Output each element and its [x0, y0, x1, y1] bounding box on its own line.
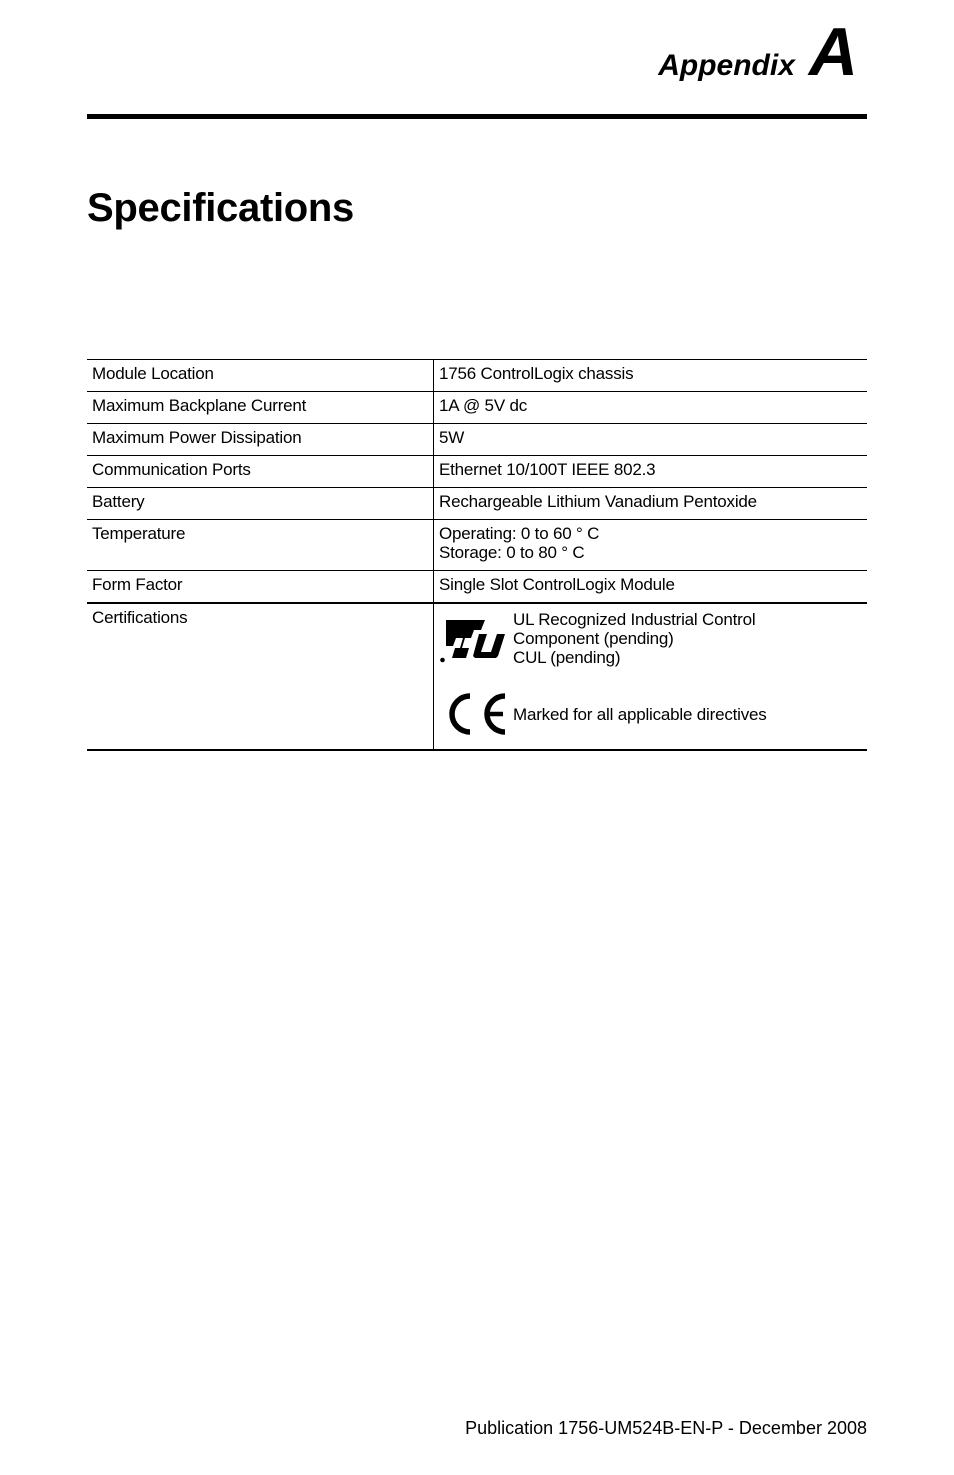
page-title: Specifications	[87, 186, 354, 230]
ul-certification	[439, 610, 862, 667]
spec-value-line: Rechargeable Lithium Vanadium Pentoxide	[439, 492, 757, 511]
header-rule	[87, 114, 867, 119]
spec-value-line: Operating: 0 to 60 ° C	[439, 524, 600, 543]
spec-value-line: 1756 ControlLogix chassis	[439, 364, 634, 383]
spec-value-line: Ethernet 10/100T IEEE 802.3	[439, 460, 656, 479]
table-row	[87, 456, 867, 488]
ce-certification	[439, 689, 862, 739]
spec-value	[434, 520, 868, 571]
spec-value	[434, 456, 868, 488]
spec-value-line: 1A @ 5V dc	[439, 396, 528, 415]
spec-value-line: 5W	[439, 428, 465, 447]
cert-line: Component (pending)	[513, 629, 674, 648]
spec-value-line: Storage: 0 to 80 ° C	[439, 543, 585, 562]
spec-value	[434, 424, 868, 456]
table-row	[87, 424, 867, 456]
specifications-table	[87, 359, 867, 751]
ce-mark-icon	[439, 689, 513, 739]
spec-label: Certifications	[87, 603, 434, 750]
table-row	[87, 360, 867, 392]
cert-line: CUL (pending)	[513, 648, 621, 667]
spec-label: Maximum Power Dissipation	[87, 424, 434, 456]
spec-value	[434, 488, 868, 520]
spec-label: Temperature	[87, 520, 434, 571]
spec-label: Form Factor	[87, 571, 434, 604]
spec-label: Maximum Backplane Current	[87, 392, 434, 424]
table-row	[87, 392, 867, 424]
appendix-heading	[658, 14, 858, 90]
table-row	[87, 571, 867, 604]
table-row	[87, 603, 867, 750]
spec-value-line: Single Slot ControlLogix Module	[439, 575, 675, 594]
spec-label: Communication Ports	[87, 456, 434, 488]
ul-certification-text	[513, 610, 755, 667]
appendix-word: Appendix	[658, 49, 795, 82]
table-row	[87, 520, 867, 571]
ce-certification-text	[513, 705, 767, 724]
ul-recognized-icon	[439, 614, 513, 664]
table-row	[87, 488, 867, 520]
spec-value	[434, 392, 868, 424]
publication-footer: Publication 1756-UM524B-EN-P - December 2008	[465, 1418, 867, 1438]
cert-line: UL Recognized Industrial Control	[513, 610, 756, 629]
spec-value	[434, 571, 868, 604]
cert-line: Marked for all applicable directives	[513, 704, 767, 724]
spec-label: Battery	[87, 488, 434, 520]
certifications-cell	[434, 603, 868, 750]
spec-value	[434, 360, 868, 392]
spec-label: Module Location	[87, 360, 434, 392]
appendix-letter: A	[808, 14, 858, 90]
